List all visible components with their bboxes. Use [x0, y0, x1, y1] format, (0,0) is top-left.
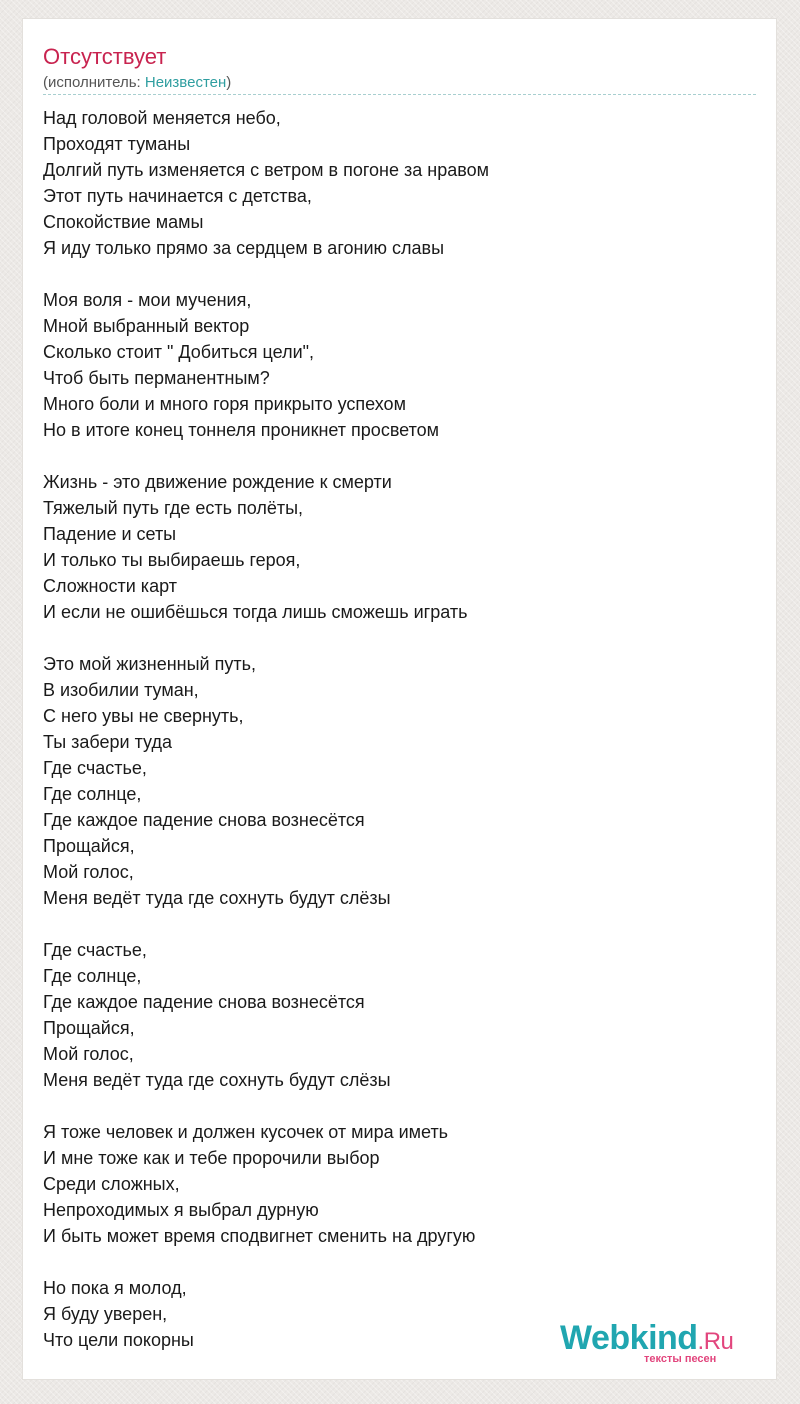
lyric-line: Мой голос,: [43, 862, 134, 882]
lyric-line: С него увы не свернуть,: [43, 706, 244, 726]
lyric-line: Где каждое падение снова вознесётся: [43, 992, 365, 1012]
lyric-line: И если не ошибёшься тогда лишь сможешь играть: [43, 602, 468, 622]
lyric-line: Много боли и много горя прикрыто успехом: [43, 394, 406, 414]
webkind-logo[interactable]: [560, 1319, 755, 1365]
lyric-line: Где счастье,: [43, 940, 147, 960]
lyrics-card: [22, 18, 777, 1380]
lyric-line: Что цели покорны: [43, 1330, 194, 1350]
lyric-line: Мой голос,: [43, 1044, 134, 1064]
lyric-line: Я иду только прямо за сердцем в агонию славы: [43, 238, 445, 258]
lyric-line: Сложности карт: [43, 576, 177, 596]
lyric-line: В изобилии туман,: [43, 680, 199, 700]
lyric-line: Сколько стоит " Добиться цели",: [43, 342, 315, 362]
logo-main-text: Webkind: [560, 1319, 698, 1357]
lyric-line: Но в итоге конец тоннеля проникнет просветом: [43, 420, 440, 440]
lyric-line: Меня ведёт туда где сохнуть будут слёзы: [43, 1070, 391, 1090]
lyric-line: Прощайся,: [43, 1018, 135, 1038]
logo-tagline: тексты песен: [644, 1353, 717, 1365]
lyric-line: Среди сложных,: [43, 1174, 180, 1194]
lyrics-text: [43, 105, 743, 1379]
lyric-line: Где каждое падение снова вознесётся: [43, 810, 365, 830]
lyric-line: И мне тоже как и тебе пророчили выбор: [43, 1148, 380, 1168]
lyric-line: Падение и сеты: [43, 524, 177, 544]
lyrics-stanza: [43, 937, 743, 1093]
lyric-line: Прощайся,: [43, 836, 135, 856]
performer-suffix: ): [226, 74, 232, 91]
lyric-line: Жизнь - это движение рождение к смерти: [43, 472, 392, 492]
lyric-line: Я буду уверен,: [43, 1304, 168, 1324]
performer-line: [43, 73, 231, 93]
lyric-line: Где счастье,: [43, 758, 147, 778]
logo-suffix: .Ru: [697, 1328, 734, 1355]
lyric-line: Моя воля - мои мучения,: [43, 290, 252, 310]
lyric-line: И быть может время сподвигнет сменить на другую: [43, 1226, 476, 1246]
title-divider: [43, 94, 756, 95]
lyric-line: Непроходимых я выбрал дурную: [43, 1200, 319, 1220]
lyric-line: Мной выбранный вектор: [43, 316, 250, 336]
lyric-line: Долгий путь изменяется с ветром в погоне за нравом: [43, 160, 489, 180]
lyrics-stanza: [43, 1119, 743, 1249]
lyric-line: Тяжелый путь где есть полёты,: [43, 498, 304, 518]
lyric-line: Где солнце,: [43, 784, 142, 804]
song-title: Отсутствует: [43, 44, 167, 69]
lyric-line: Спокойствие мамы: [43, 212, 204, 232]
lyric-line: Где солнце,: [43, 966, 142, 986]
lyrics-stanza: [43, 287, 743, 443]
lyric-line: Этот путь начинается с детства,: [43, 186, 312, 206]
lyric-line: Чтоб быть перманентным?: [43, 368, 270, 388]
lyric-line: Над головой меняется небо,: [43, 108, 281, 128]
lyric-line: Проходят туманы: [43, 134, 191, 154]
performer-prefix: (исполнитель:: [43, 74, 145, 91]
lyric-line: Но пока я молод,: [43, 1278, 187, 1298]
lyrics-stanza: [43, 651, 743, 911]
lyric-line: Это мой жизненный путь,: [43, 654, 256, 674]
artist-link[interactable]: Неизвестен: [144, 74, 227, 91]
lyric-line: Ты забери туда: [43, 732, 172, 752]
lyric-line: Я тоже человек и должен кусочек от мира иметь: [43, 1122, 449, 1142]
lyric-line: Меня ведёт туда где сохнуть будут слёзы: [43, 888, 391, 908]
lyric-line: И только ты выбираешь героя,: [43, 550, 301, 570]
lyrics-stanza: [43, 469, 743, 625]
lyrics-stanza: [43, 105, 743, 261]
